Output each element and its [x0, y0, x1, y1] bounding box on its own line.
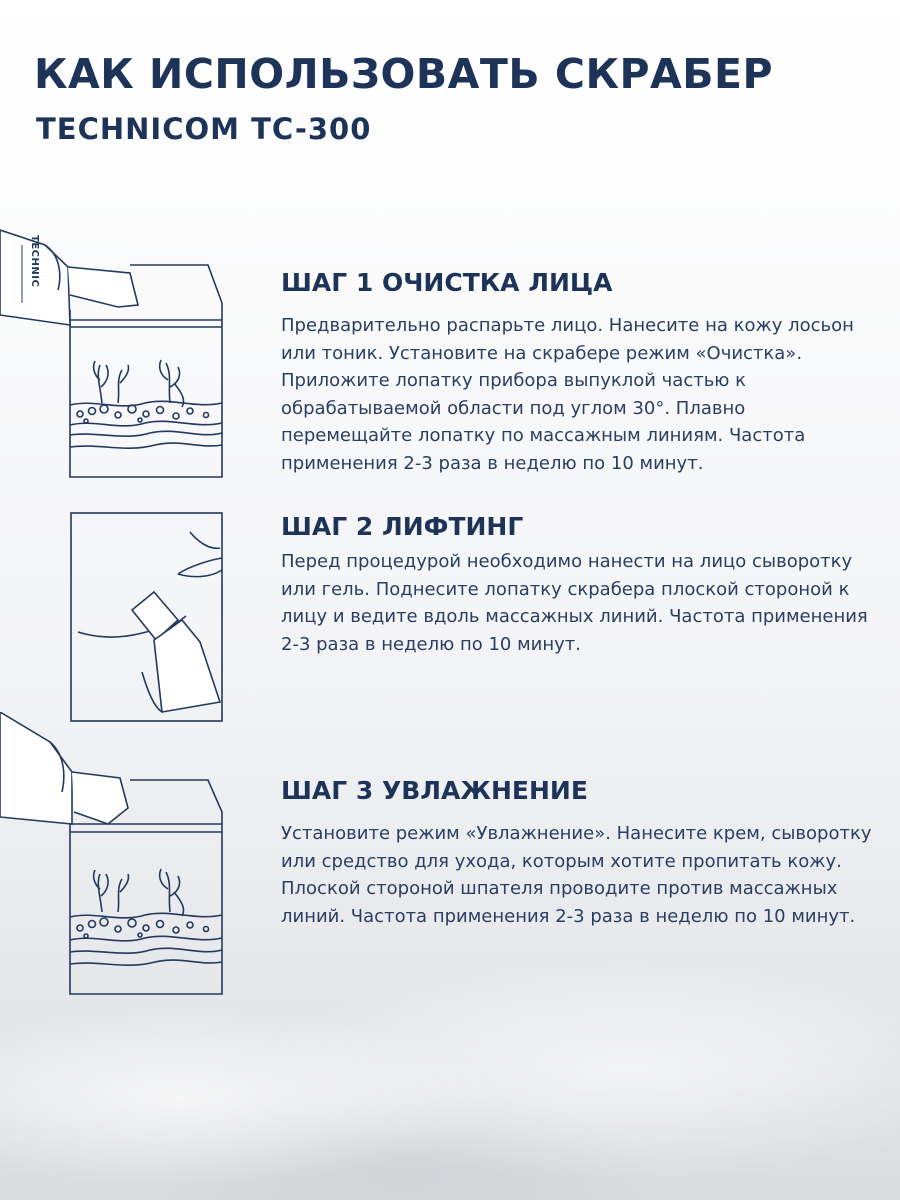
- step-3-title: ШАГ 3 УВЛАЖНЕНИЕ: [281, 776, 588, 805]
- page-subtitle: TECHNICOM TC-300: [36, 112, 372, 146]
- device-brand-label: TECHNIC: [29, 235, 40, 288]
- skin-cleansing-illustration: [0, 215, 240, 485]
- step-2-title: ШАГ 2 ЛИФТИНГ: [281, 512, 524, 541]
- step-1-title: ШАГ 1 ОЧИСТКА ЛИЦА: [281, 268, 613, 297]
- step-3-text: Установите режим «Увлажнение». Нанесите крем, сыворотку или средство для ухода, которым хотите пропитать кожу. Плоской стороной шпателя проводите против массажных линий. Частота применения 2-3 раза в неделю по 10 минут.: [281, 823, 872, 927]
- face-lifting-illustration: [70, 512, 225, 724]
- step-1-text: Предварительно распарьте лицо. Нанесите на кожу лосьон или тоник. Установите на скрабере режим «Очистка». Приложите лопатку прибора выпуклой частью к обрабатываемой области под углом 30°. Плавно перемещайте лопатку по массажным линиям. Частота применения 2-3 раза в неделю по 10 минут.: [281, 315, 854, 474]
- page-title: КАК ИСПОЛЬЗОВАТЬ СКРАБЕР: [34, 50, 774, 98]
- skin-moisturizing-illustration: [0, 712, 240, 1002]
- step-2-text: Перед процедурой необходимо нанести на лицо сыворотку или гель. Поднесите лопатку скрабера плоской стороной к лицу и ведите вдоль массажных линий. Частота применения 2-3 раза в неделю по 10 минут.: [281, 551, 868, 655]
